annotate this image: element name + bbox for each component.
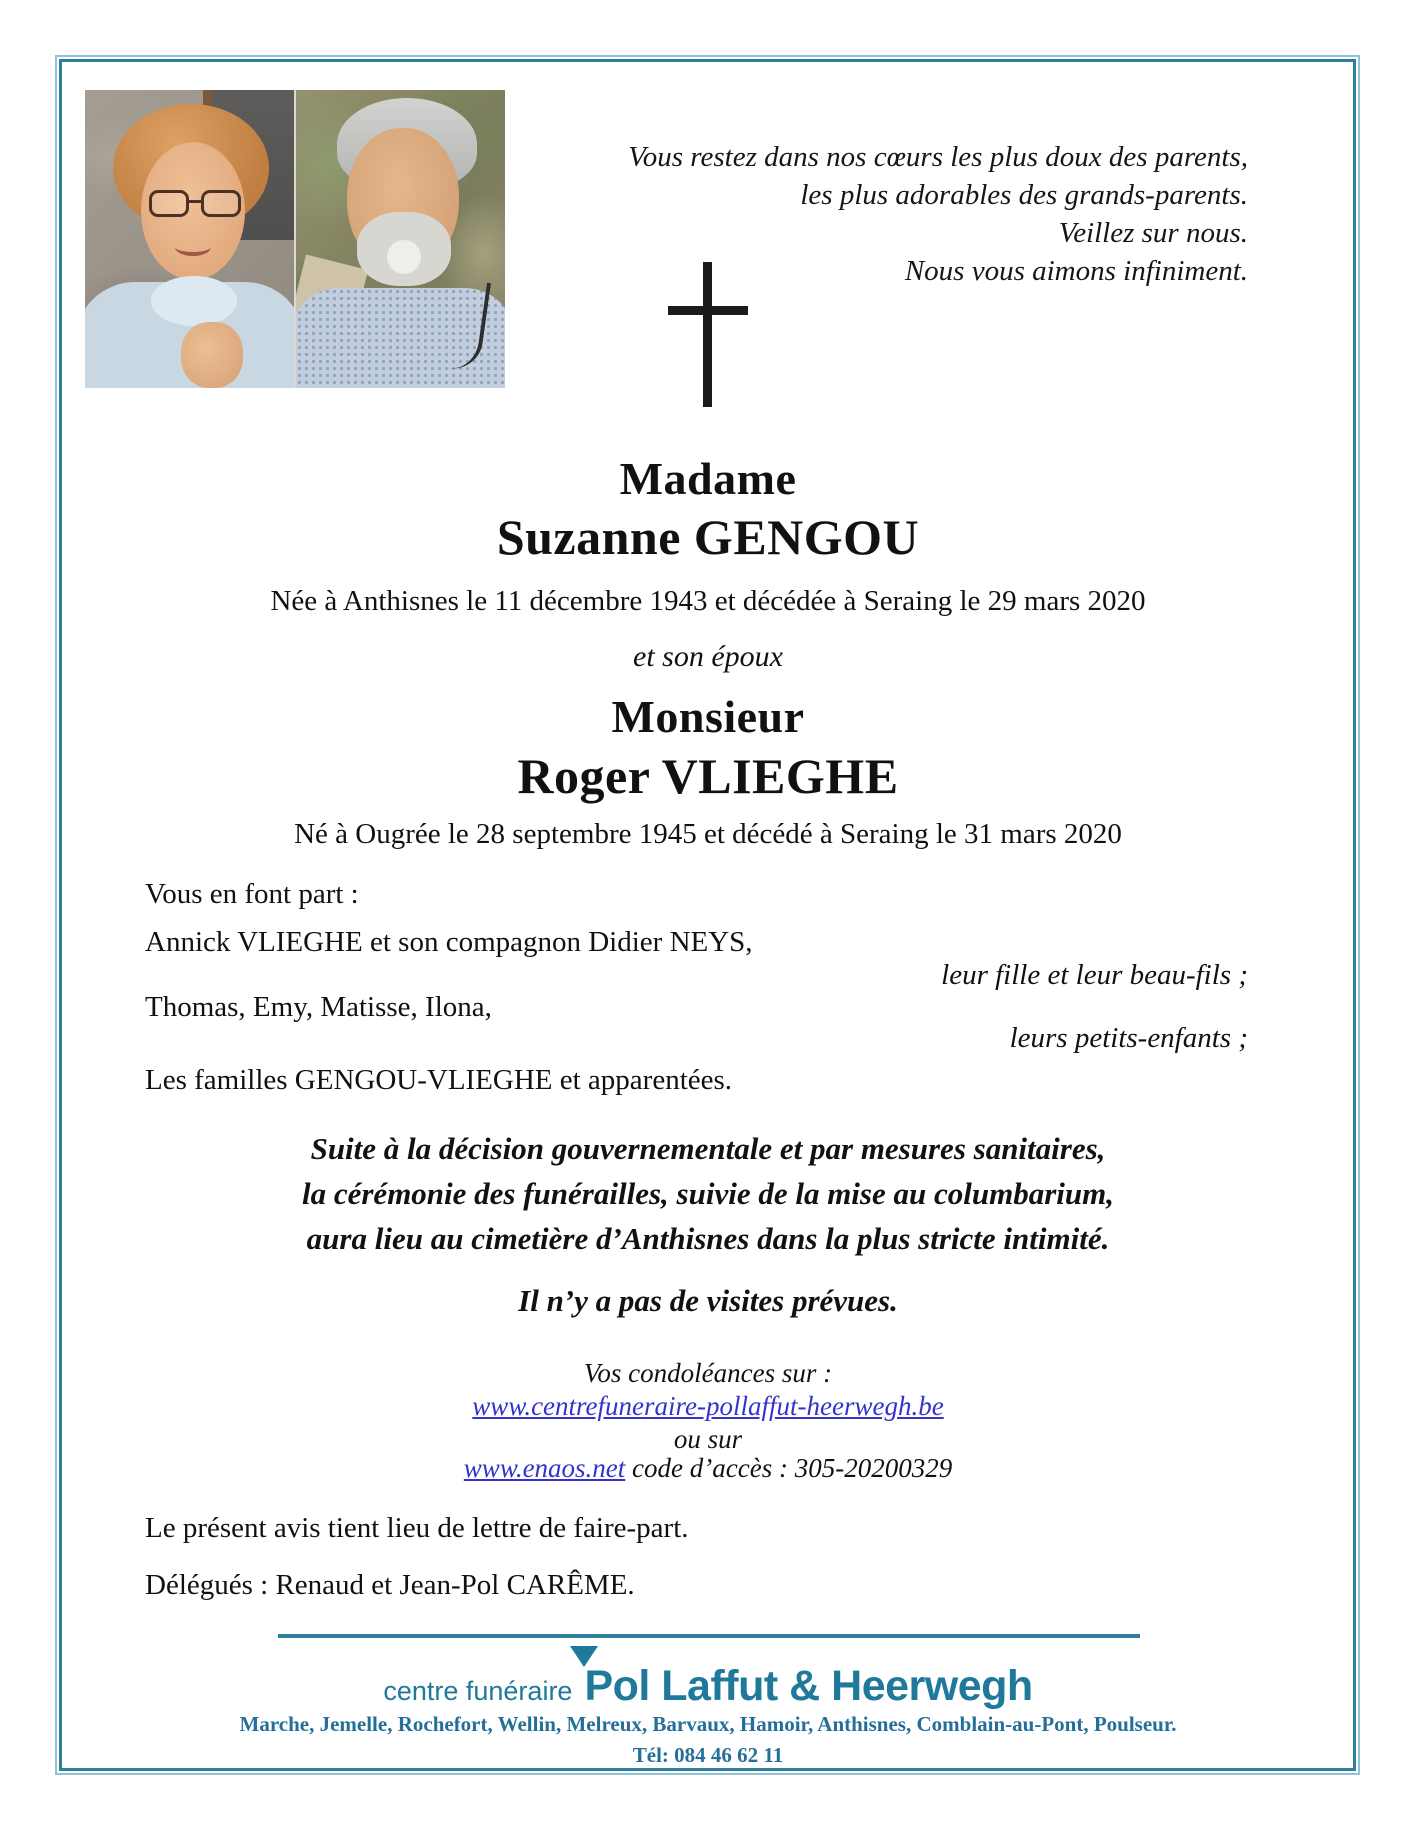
glasses-lens-left bbox=[149, 190, 189, 217]
condolences-link1-line bbox=[57, 1391, 1359, 1422]
condolences-link2-line bbox=[57, 1453, 1359, 1484]
enaos-link[interactable]: www.enaos.net bbox=[463, 1453, 626, 1483]
ceremony-notice-line: Suite à la décision gouvernementale et par mesures sanitaires, bbox=[310, 1131, 1106, 1166]
memorial-photo bbox=[85, 90, 505, 388]
letter-notice: Le présent avis tient lieu de lettre de faire-part. bbox=[145, 1512, 689, 1544]
photo-man-goatee bbox=[387, 240, 421, 274]
ceremony-notice-line: la cérémonie des funérailles, suivie de la mise au columbarium, bbox=[301, 1176, 1114, 1211]
footer-separator-line bbox=[278, 1634, 1140, 1638]
no-visits-notice: Il n’y a pas de visites prévues. bbox=[518, 1283, 898, 1318]
glasses-bridge bbox=[189, 200, 201, 203]
deceased2-name: Roger VLIEGHE bbox=[517, 748, 899, 804]
condolences-intro: Vos condoléances sur : bbox=[583, 1358, 833, 1388]
family-relation-daughter: leur fille et leur beau-fils ; bbox=[941, 959, 1248, 991]
condolence-website-link[interactable]: www.centrefuneraire-pollaffut-heerwegh.be bbox=[472, 1391, 944, 1421]
deceased1-title: Madame bbox=[619, 453, 797, 504]
connector-text: et son époux bbox=[633, 640, 783, 673]
enaos-access-code: code d’accès : 305-20200329 bbox=[625, 1453, 953, 1483]
cross-vertical-bar bbox=[703, 262, 712, 407]
condolences-or: ou sur bbox=[673, 1424, 743, 1454]
cross-horizontal-bar bbox=[668, 306, 748, 315]
photo-woman-scarf bbox=[151, 276, 237, 326]
verse-line: Vous restez dans nos cœurs les plus doux des parents, bbox=[628, 141, 1248, 173]
funeral-home-brand bbox=[57, 1662, 1359, 1711]
photo-seam bbox=[294, 90, 296, 388]
ceremony-notice bbox=[57, 1126, 1359, 1261]
footer-phone: Tél: 084 46 62 11 bbox=[632, 1743, 784, 1767]
brand-name: Pol Laffut & Heerwegh bbox=[584, 1662, 1033, 1710]
footer-locations: Marche, Jemelle, Rochefort, Wellin, Melreux, Barvaux, Hamoir, Anthisnes, Comblain-au-Pont, Poulseur. bbox=[239, 1712, 1177, 1736]
opening-verse bbox=[628, 138, 1248, 290]
family-intro: Vous en font part : bbox=[145, 878, 359, 910]
family-relation-grandchildren: leurs petits-enfants ; bbox=[1009, 1022, 1248, 1054]
photo-portrait-suzanne bbox=[85, 90, 295, 388]
deceased2-life-dates: Né à Ougrée le 28 septembre 1945 et décédé à Seraing le 31 mars 2020 bbox=[294, 818, 1122, 850]
photo-woman-smile bbox=[175, 238, 211, 256]
delegates-line: Délégués : Renaud et Jean-Pol CARÊME. bbox=[145, 1569, 635, 1601]
brand-prefix: centre funéraire bbox=[383, 1676, 573, 1706]
deceased2-title: Monsieur bbox=[611, 691, 805, 742]
photo-portrait-roger bbox=[295, 90, 505, 388]
deceased1-name: Suzanne GENGOU bbox=[496, 509, 920, 565]
verse-line: les plus adorables des grands-parents. bbox=[800, 179, 1248, 211]
photo-woman-glasses bbox=[149, 190, 241, 218]
deceased1-life-dates: Née à Anthisnes le 11 décembre 1943 et décédée à Seraing le 29 mars 2020 bbox=[270, 585, 1146, 617]
verse-line: Nous vous aimons infiniment. bbox=[904, 255, 1248, 287]
verse-line: Veillez sur nous. bbox=[1058, 217, 1248, 249]
family-line-daughter: Annick VLIEGHE et son compagnon Didier NEYS, bbox=[145, 926, 753, 958]
photo-woman-hand bbox=[181, 322, 243, 388]
family-line-families: Les familles GENGOU-VLIEGHE et apparentées. bbox=[145, 1064, 733, 1096]
family-line-grandchildren: Thomas, Emy, Matisse, Ilona, bbox=[145, 991, 492, 1023]
glasses-lens-right bbox=[201, 190, 241, 217]
ceremony-notice-line: aura lieu au cimetière d’Anthisnes dans la plus stricte intimité. bbox=[306, 1221, 1110, 1256]
